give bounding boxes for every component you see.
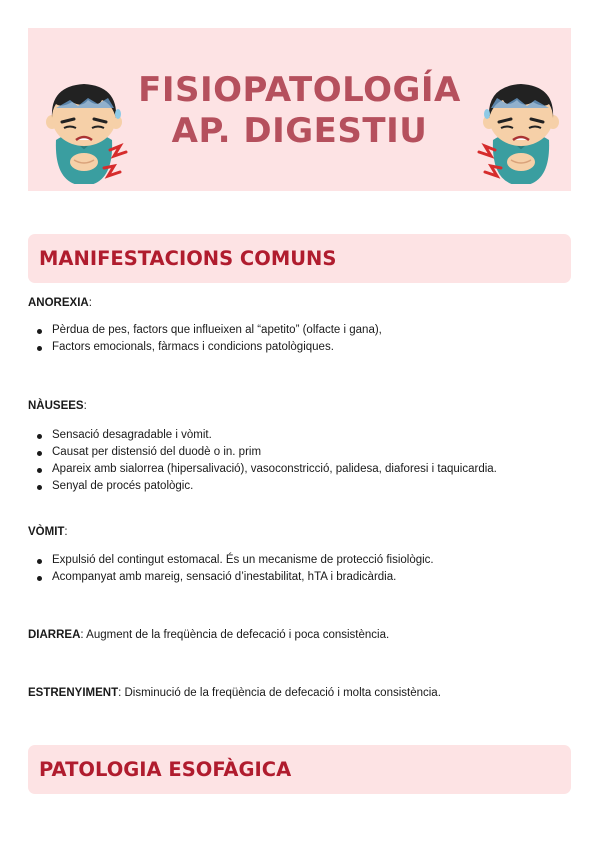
section-title: MANIFESTACIONS COMUNS: [39, 247, 337, 270]
list-item: Senyal de procés patològic.: [28, 478, 588, 495]
page-title-line2: AP. DIGESTIU: [171, 111, 428, 151]
list-item: Acompanyat amb mareig, sensació d’inestabilitat, hTA i bradicàrdia.: [28, 569, 588, 586]
boy-stomach-ache-icon: [40, 64, 128, 184]
term-label: DIARREA: [28, 629, 81, 641]
term-label: ESTRENYIMENT: [28, 687, 119, 699]
title-banner: [28, 28, 571, 191]
list-item: Pèrdua de pes, factors que influeixen al “apetito” (olfacte i gana),: [28, 322, 588, 339]
term-estrenyiment: [28, 686, 441, 700]
term-nausees: [28, 399, 87, 413]
section-header-patologia-esofagica: [28, 745, 571, 794]
term-suffix: :: [83, 400, 87, 412]
term-diarrea: [28, 628, 389, 642]
list-vomit: [28, 552, 588, 586]
page-title: [128, 70, 471, 152]
list-item: Apareix amb sialorrea (hipersalivació), vasoconstricció, palidesa, diaforesi i taquicardia.: [28, 461, 588, 478]
term-suffix: :: [64, 526, 68, 538]
list-item: Factors emocionals, fàrmacs i condicions patològiques.: [28, 339, 588, 356]
list-anorexia: [28, 322, 588, 356]
term-definition: : Disminució de la freqüència de defecació i molta consistència.: [118, 687, 441, 699]
page-title-line1: FISIOPATOLOGÍA: [138, 70, 461, 110]
boy-stomach-ache-icon: [477, 64, 565, 184]
term-definition: : Augment de la freqüència de defecació i poca consistència.: [80, 629, 390, 641]
list-item: Expulsió del contingut estomacal. És un mecanisme de protecció fisiològic.: [28, 552, 588, 569]
term-label: ANOREXIA: [28, 297, 89, 309]
section-title: PATOLOGIA ESOFÀGICA: [39, 758, 292, 781]
list-item: Causat per distensió del duodè o in. prim: [28, 444, 588, 461]
term-vomit: [28, 525, 68, 539]
section-header-manifestacions: [28, 234, 571, 283]
term-anorexia: [28, 296, 92, 310]
term-label: NÀUSEES: [28, 400, 84, 412]
term-suffix: :: [88, 297, 92, 309]
list-nausees: [28, 427, 588, 495]
list-item: Sensació desagradable i vòmit.: [28, 427, 588, 444]
term-label: VÒMIT: [28, 526, 65, 538]
